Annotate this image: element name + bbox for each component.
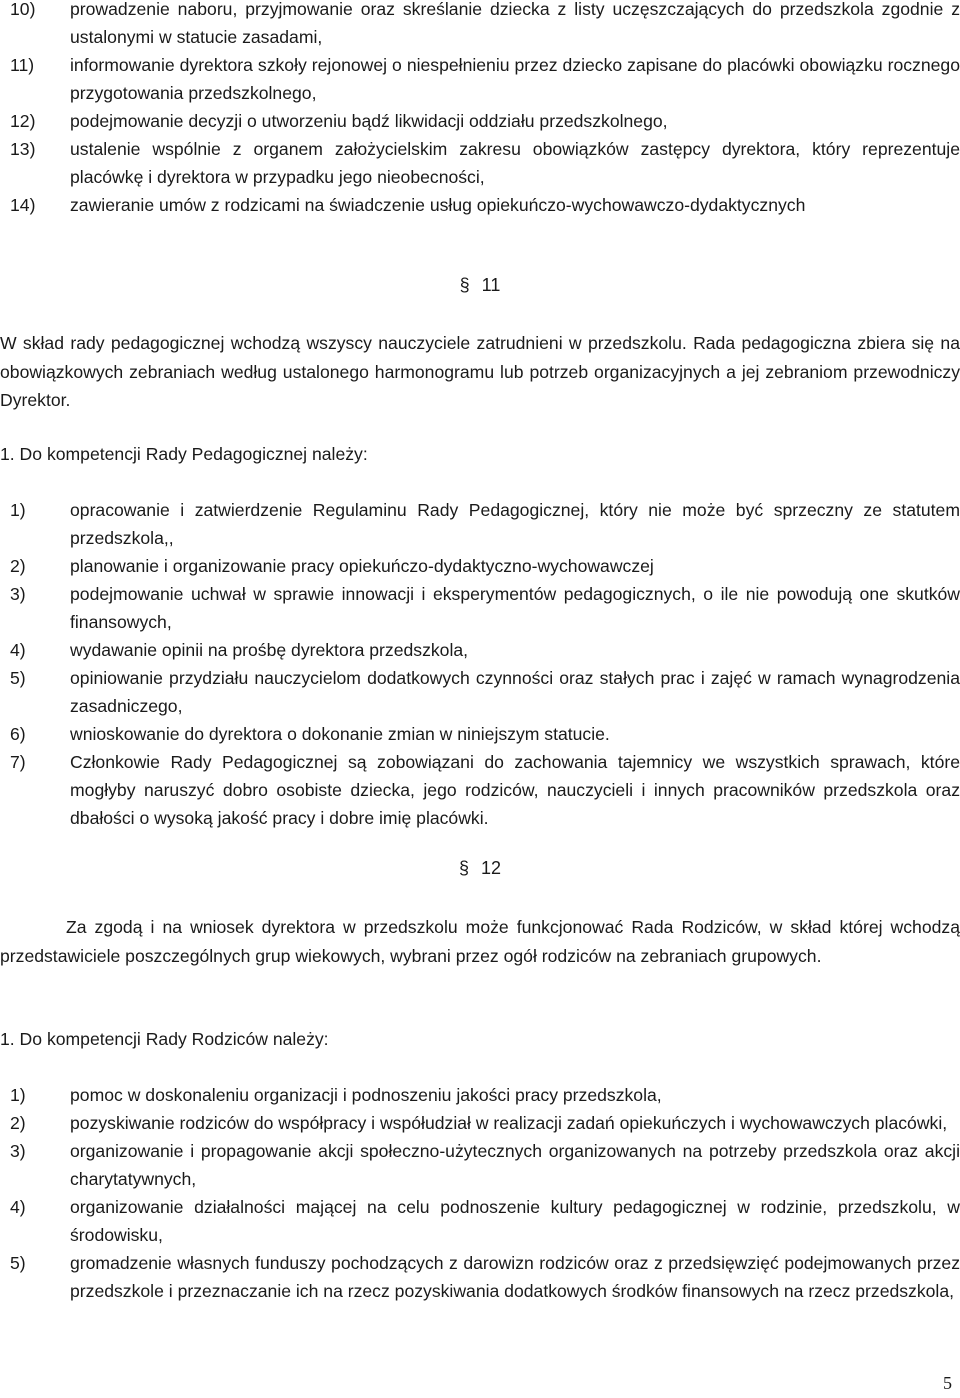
- item-number: 13): [10, 139, 36, 159]
- director-duties-list: [0, 0, 960, 219]
- section-sign: §: [459, 275, 470, 295]
- section-intro: Za zgodą i na wniosek dyrektora w przedszkolu może funkcjonować Rada Rodziców, w skład której wchodzą przedstawiciele poszczególnych grup wiekowych, wybrani przez ogół rodziców na zebraniach grupowych.: [0, 917, 960, 966]
- list-item: [0, 496, 960, 552]
- item-text: informowanie dyrektora szkoły rejonowej o niespełnieniu przez dziecko zapisane do placówki obowiązku rocznego przygotowania przedszkolnego,: [70, 55, 960, 103]
- item-text: organizowanie i propagowanie akcji społeczno-użytecznych organizowanych na potrzeby przedszkola oraz akcji charytatywnych,: [70, 1141, 960, 1189]
- pedagogical-council-list: [0, 496, 960, 832]
- item-text: zawieranie umów z rodzicami na świadczenie usług opiekuńczo-wychowawczo-dydaktycznych: [70, 195, 806, 215]
- list-item: [0, 1081, 960, 1109]
- item-text: gromadzenie własnych funduszy pochodzących z darowizn rodziców oraz z przedsięwzięć podejmowanych przez przedszkole i przeznaczanie ich na rzecz pozyskiwania dodatkowych środków finansowych na rzecz przedszkola,: [70, 1253, 960, 1301]
- item-number: 5): [10, 1253, 26, 1273]
- item-text: podejmowanie decyzji o utworzeniu bądź likwidacji oddziału przedszkolnego,: [70, 111, 668, 131]
- list-item: [0, 1249, 960, 1305]
- item-number: 12): [10, 111, 36, 131]
- parents-council-list: [0, 1081, 960, 1305]
- item-number: 5): [10, 668, 26, 688]
- list-item: [0, 0, 960, 51]
- item-text: wydawanie opinii na prośbę dyrektora przedszkola,: [70, 640, 469, 660]
- section-heading: [0, 858, 960, 879]
- section-intro: W skład rady pedagogicznej wchodzą wszyscy nauczyciele zatrudnieni w przedszkolu. Rada pedagogiczna zbiera się na obowiązkowych zebraniach według ustalonego harmonogramu lub potrzeb organizacyjnych a jej zebraniom przewodniczy Dyrektor.: [0, 333, 960, 410]
- item-number: 14): [10, 195, 36, 215]
- list-item: [0, 191, 960, 219]
- list-item: [0, 720, 960, 748]
- item-text: planowanie i organizowanie pracy opiekuńczo-dydaktyczno-wychowawczej: [70, 556, 654, 576]
- list-item: [0, 107, 960, 135]
- page-number: 5: [943, 1373, 952, 1393]
- item-number: 10): [10, 0, 36, 19]
- item-text: opiniowanie przydziału nauczycielom dodatkowych czynności oraz stałych prac i zajęć w ramach wynagrodzenia zasadniczego,: [70, 668, 960, 716]
- item-text: opracowanie i zatwierdzenie Regulaminu Rady Pedagogicznej, który nie może być sprzeczny ze statutem przedszkola,,: [70, 500, 960, 548]
- competence-lead: 1. Do kompetencji Rady Rodziców należy:: [0, 1029, 329, 1049]
- section-number: 11: [481, 275, 501, 295]
- section-sign: §: [458, 858, 469, 878]
- item-text: pomoc w doskonaleniu organizacji i podnoszeniu jakości pracy przedszkola,: [70, 1085, 662, 1105]
- item-number: 7): [10, 752, 26, 772]
- list-item: [0, 636, 960, 664]
- item-text: ustalenie wspólnie z organem założycielskim zakresu obowiązków zastępcy dyrektora, który reprezentuje placówkę i dyrektora w przypadku jego nieobecności,: [70, 139, 960, 187]
- item-number: 3): [10, 584, 26, 604]
- item-number: 1): [10, 1085, 26, 1105]
- item-number: 2): [10, 556, 26, 576]
- list-item: [0, 664, 960, 720]
- item-number: 4): [10, 640, 26, 660]
- item-number: 4): [10, 1197, 26, 1217]
- competence-lead: 1. Do kompetencji Rady Pedagogicznej należy:: [0, 444, 368, 464]
- item-number: 2): [10, 1113, 26, 1133]
- item-number: 6): [10, 724, 26, 744]
- item-text: prowadzenie naboru, przyjmowanie oraz skreślanie dziecka z listy uczęszczających do przedszkola zgodnie z ustalonymi w statucie zasadami,: [70, 0, 960, 47]
- list-item: [0, 135, 960, 191]
- list-item: [0, 1193, 960, 1249]
- section-number: 12: [480, 858, 502, 878]
- list-item: [0, 1109, 960, 1137]
- item-text: podejmowanie uchwał w sprawie innowacji i eksperymentów pedagogicznych, o ile nie powodują one skutków finansowych,: [70, 584, 960, 632]
- list-item: [0, 552, 960, 580]
- item-text: Członkowie Rady Pedagogicznej są zobowiązani do zachowania tajemnicy we wszystkich sprawach, które mogłyby naruszyć dobro osobiste dziecka, jego rodziców, nauczycieli i innych pracowników przedszkola oraz dbałości o wysoką jakość pracy i dobre imię placówki.: [70, 752, 960, 828]
- list-item: [0, 748, 960, 832]
- list-item: [0, 580, 960, 636]
- item-number: 11): [10, 55, 35, 75]
- list-item: [0, 1137, 960, 1193]
- list-item: [0, 51, 960, 107]
- section-heading: [0, 275, 960, 296]
- item-number: 1): [10, 500, 26, 520]
- item-text: organizowanie działalności mającej na celu podnoszenie kultury pedagogicznej w rodzinie, przedszkolu, w środowisku,: [70, 1197, 960, 1245]
- item-text: wnioskowanie do dyrektora o dokonanie zmian w niniejszym statucie.: [70, 724, 610, 744]
- item-number: 3): [10, 1141, 26, 1161]
- item-text: pozyskiwanie rodziców do współpracy i współudział w realizacji zadań opiekuńczych i wychowawczych placówki,: [70, 1113, 948, 1133]
